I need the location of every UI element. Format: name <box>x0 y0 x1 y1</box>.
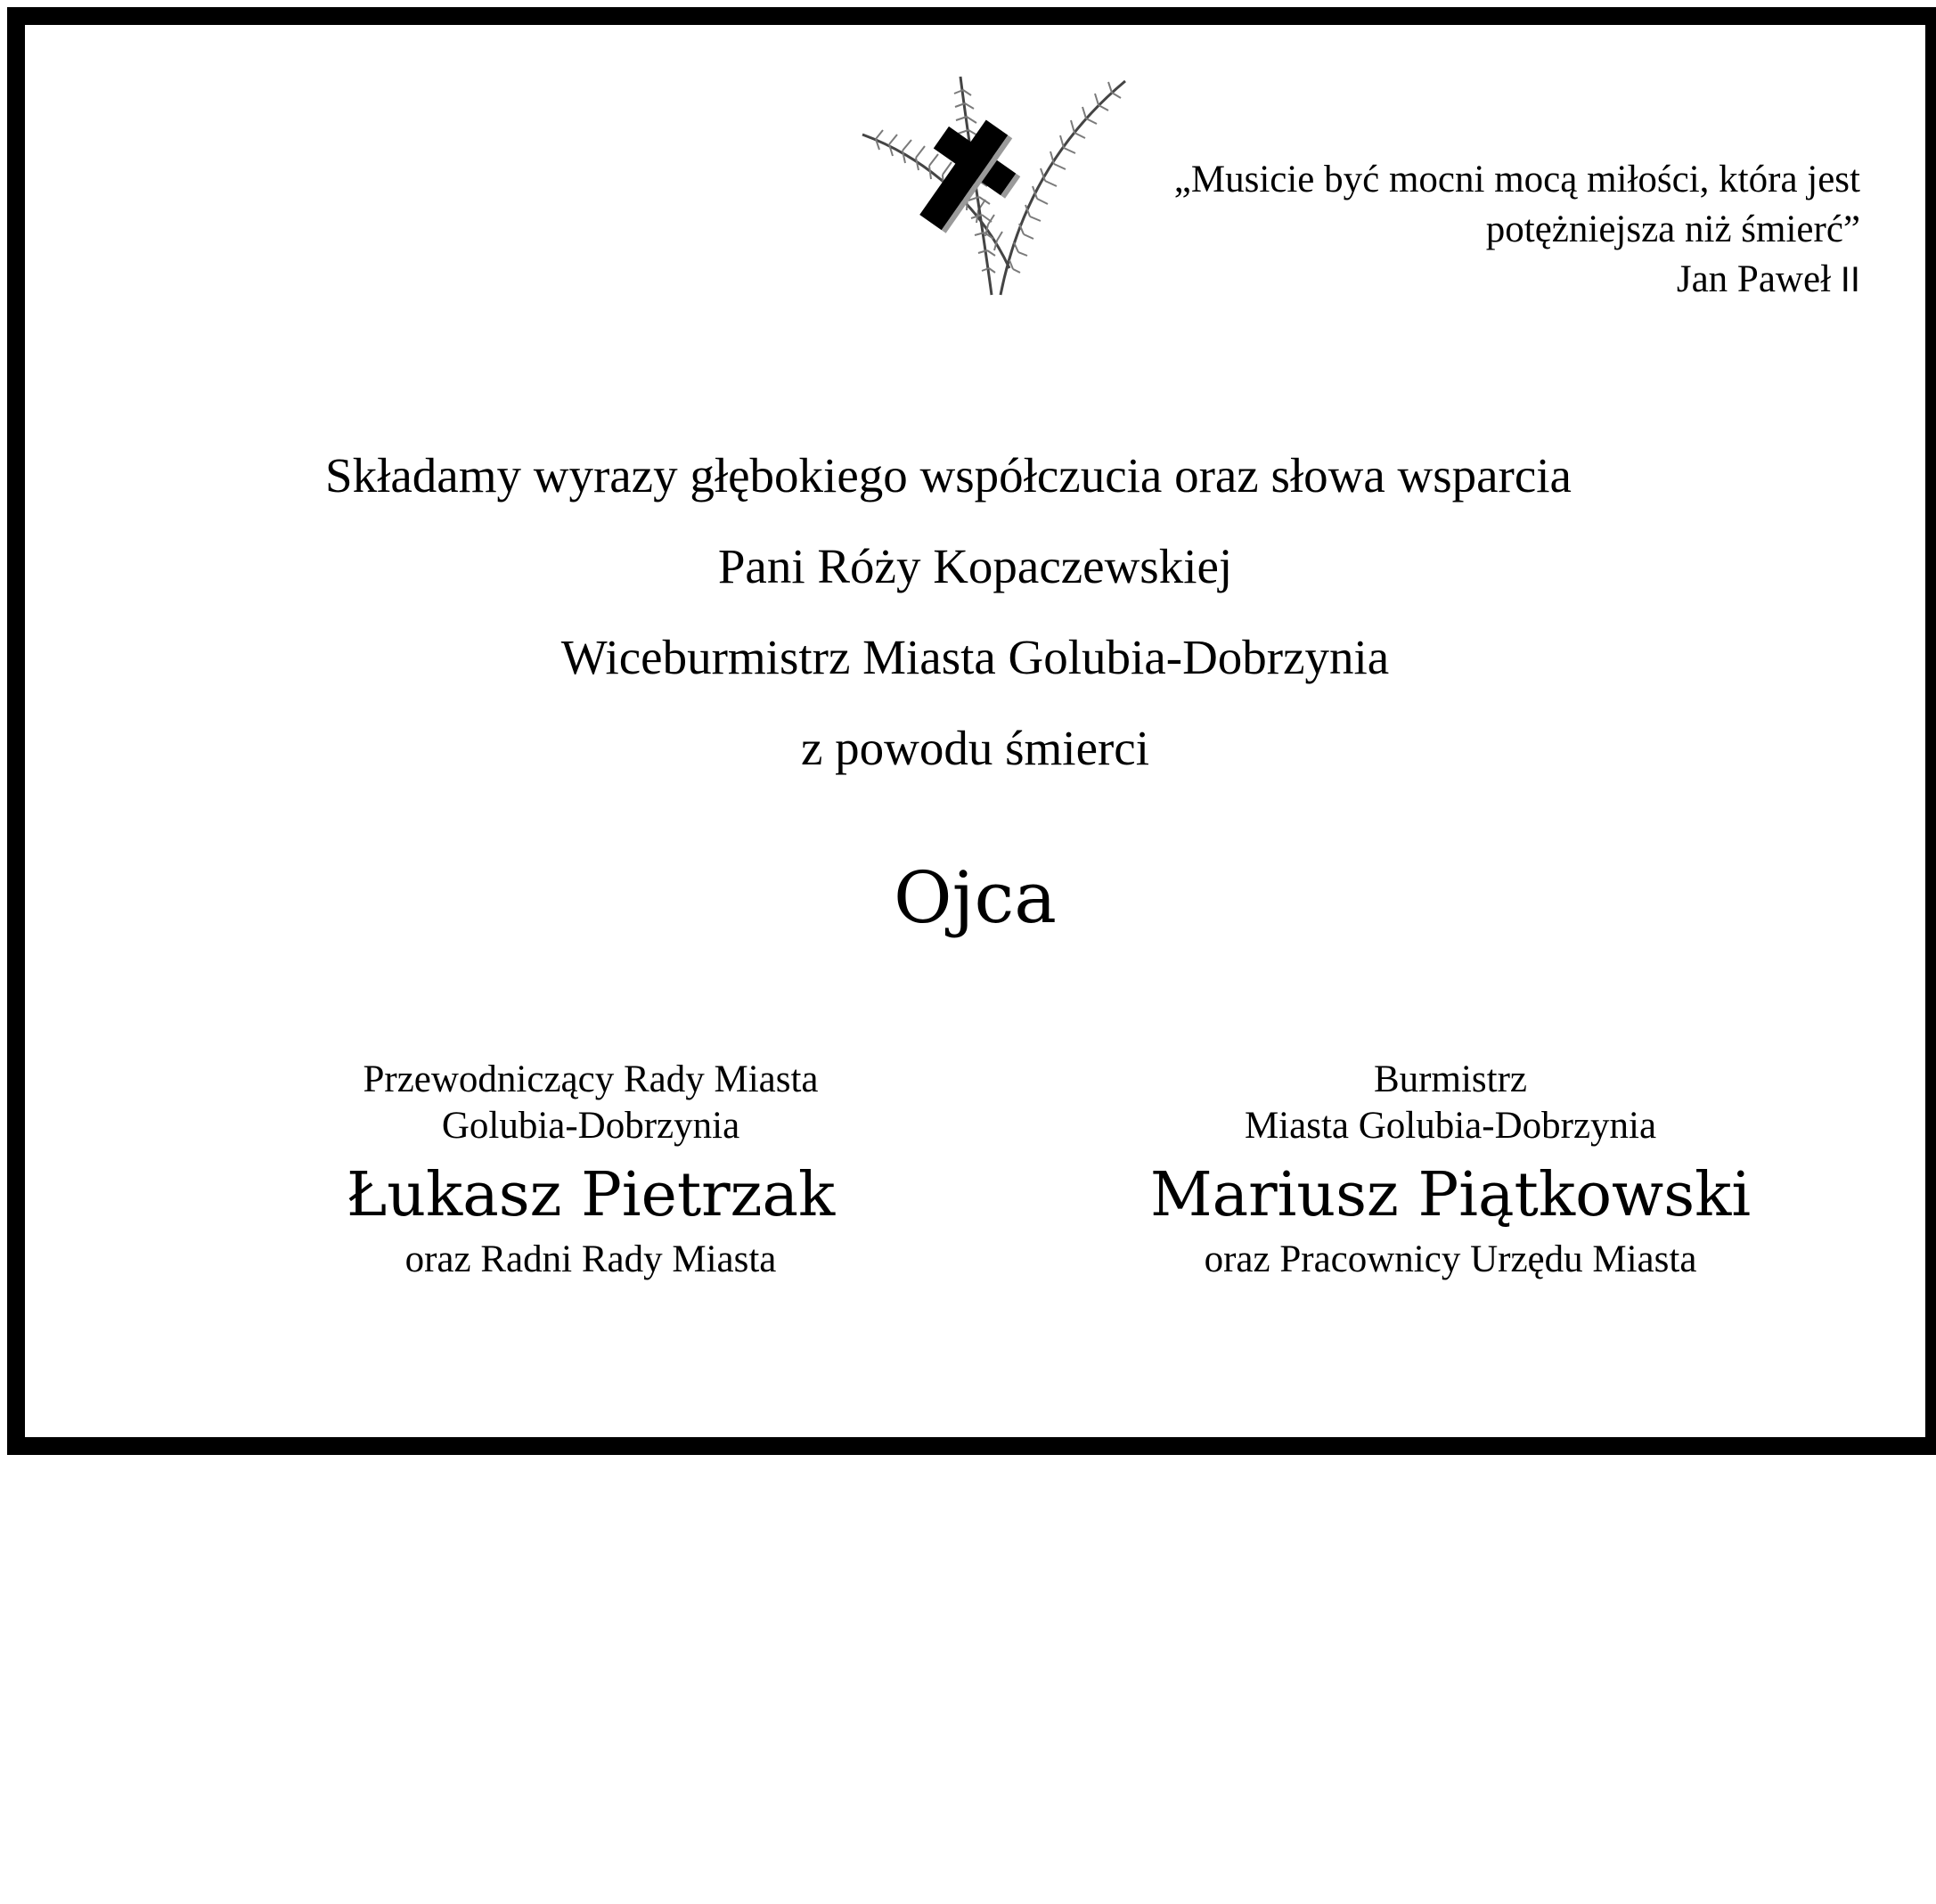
condolence-line-2: Pani Róży Kopaczewskiej <box>717 539 1233 593</box>
signer-name: Łukasz Pietrzak <box>346 1160 836 1230</box>
quote-author-name: Jan Paweł <box>1676 258 1832 300</box>
condolence-text <box>25 430 1925 794</box>
condolence-line-3: Wiceburmistrz Miasta Golubia-Dobrzynia <box>560 630 1390 684</box>
quote-line-1: „Musicie być mocni mocą miłości, która jest <box>1173 159 1860 200</box>
signer-together-with: oraz Radni Rady Miasta <box>404 1238 777 1280</box>
condolence-card <box>7 7 1936 1455</box>
quote-block <box>1174 155 1860 305</box>
signer-name: Mariusz Piątkowski <box>1149 1160 1752 1230</box>
quote-line-2: potężniejsza niż śmierć” <box>1485 208 1860 250</box>
signer-role-line-1: Burmistrz <box>1374 1058 1527 1100</box>
cross-with-fern-icon <box>858 68 1143 308</box>
condolence-line-4: z powodu śmierci <box>800 721 1149 775</box>
signer-mayor <box>1081 1057 1820 1283</box>
signer-council-chair <box>270 1057 911 1283</box>
signer-together-with: oraz Pracownicy Urzędu Miasta <box>1204 1238 1697 1280</box>
signer-role-line-1: Przewodniczący Rady Miasta <box>363 1058 819 1100</box>
quote-author <box>1174 255 1860 305</box>
signer-role-line-2: Miasta Golubia-Dobrzynia <box>1244 1105 1657 1147</box>
deceased-relation: Ojca <box>894 856 1057 939</box>
quote-author-roman: II <box>1840 260 1860 299</box>
condolence-line-1: Składamy wyrazy głębokiego współczucia oraz słowa wsparcia <box>325 448 1572 503</box>
signer-role-line-2: Golubia-Dobrzynia <box>441 1105 740 1147</box>
